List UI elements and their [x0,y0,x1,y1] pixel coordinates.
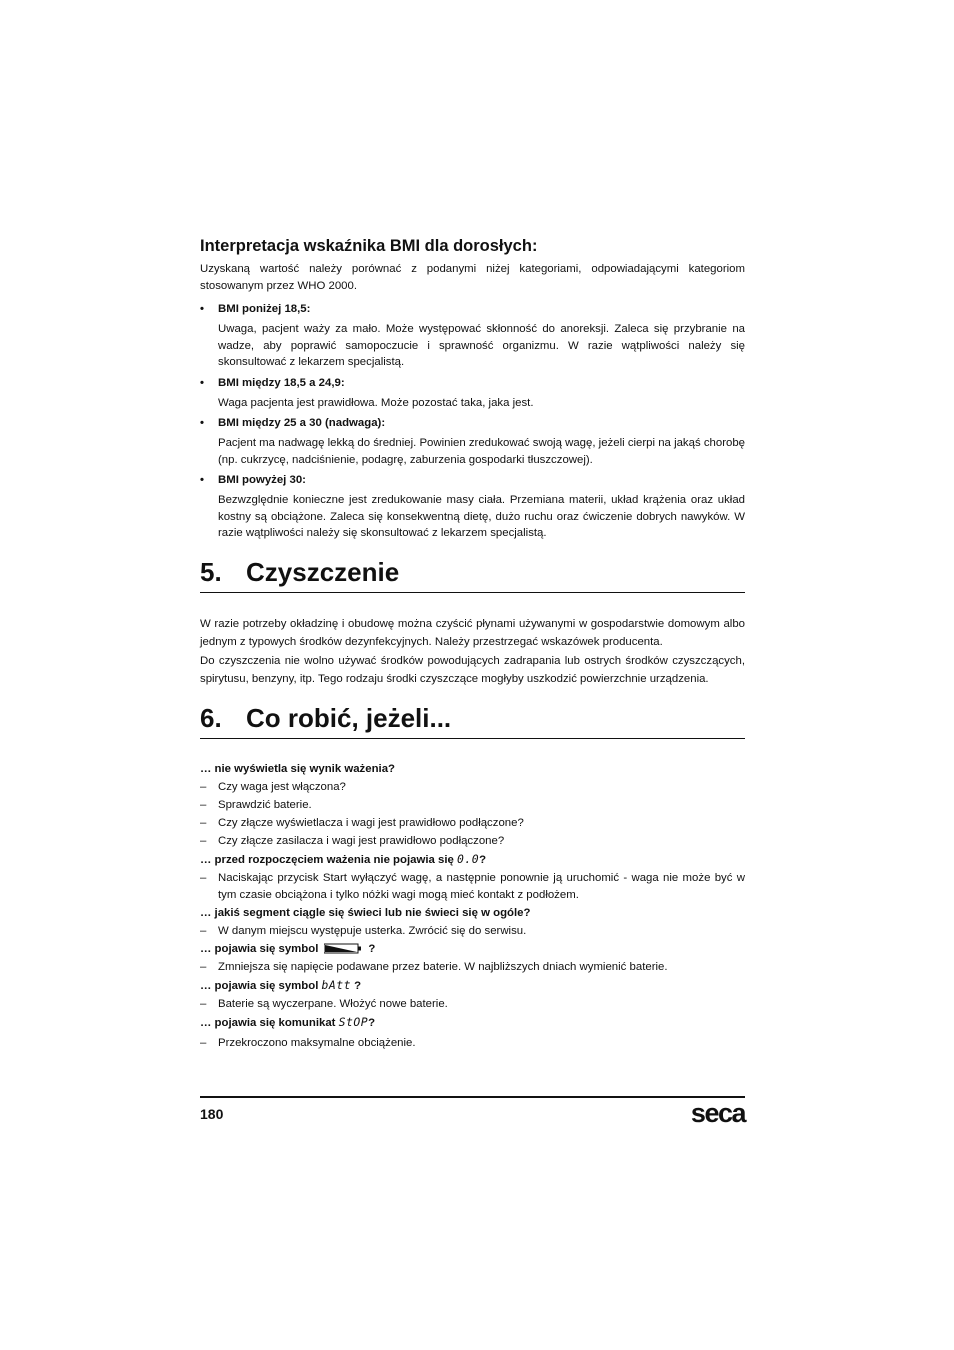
section-5-heading [200,556,745,593]
answer: – Przekroczono maksymalne obciążenie. [200,1035,745,1052]
display-symbol-zero: 0.0 [457,851,480,866]
page-content [200,236,745,1052]
question-text: … przed rozpoczęciem ważenia nie pojawia się [200,853,458,866]
question: … nie wyświetla się wynik ważenia? [200,762,395,775]
cleaning-paragraph-2: Do czyszczenia nie wolno używać środków powodujących zadrapania lub ostrych środków czyszczących, spirytusu, benzyny, itp. Tego rodzaju środki czyszczące mogłyby uszkodzić powierzchnie urządzenia. [200,654,745,685]
bmi-heading: Interpretacja wskaźnika BMI dla dorosłych: [200,237,538,255]
bmi-item-label: • BMI między 18,5 a 24,9: [200,375,745,392]
question-text: … pojawia się symbol [200,942,319,955]
bmi-list [200,301,745,542]
seca-logo: seca [690,1098,745,1128]
display-symbol-stop: StOP [338,1014,369,1029]
answer: – Naciskając przycisk Start wyłączyć wagę, a następnie ponownie ją uruchomić - waga nie może być w tym czasie obciążona i tylko nóżki wagi mogą mieć kontakt z podłożem. [200,870,745,904]
question-mark: ? [354,979,362,992]
answer: – Czy złącze zasilacza i wagi jest prawidłowo podłączone? [200,833,745,850]
question-text: … pojawia się komunikat [200,1016,339,1029]
troubleshooting-list [200,761,745,1052]
question-text: … pojawia się symbol [200,979,322,992]
bmi-intro: Uzyskaną wartość należy porównać z podanymi niżej kategoriami, odpowiadającymi kategoriom stosowanym przez WHO 2000. [200,263,745,292]
answer: – Czy waga jest włączona? [200,779,745,796]
bmi-item-label: • BMI powyżej 30: [200,472,745,489]
answer: – Baterie są wyczerpane. Włożyć nowe baterie. [200,996,745,1013]
question [200,1014,745,1032]
battery-low-icon [324,943,362,954]
question [200,977,745,995]
section-5-number: 5. [200,556,222,587]
bmi-item-text: Waga pacjenta jest prawidłowa. Może pozostać taka, jaka jest. [218,396,534,409]
answer: – Zmniejsza się napięcie podawane przez baterie. W najbliższych dniach wymienić baterie. [200,959,745,976]
bmi-item-text: Bezwzględnie konieczne jest zredukowanie masy ciała. Przemiana materii, układ krążenia oraz układ kostny są obciążone. Zaleca się konsekwentną dietę, dużo ruchu oraz ćwiczenie dobrych nawyków. W razie wątpliwości należy się skonsultować z lekarzem specjalistą. [218,494,745,539]
cleaning-paragraph-1: W razie potrzeby okładzinę i obudowę można czyścić płynami używanymi w gospodarstwie domowym albo jednym z typowych środków dezynfekcyjnych. Należy przestrzegać wskazówek producenta. [200,617,745,648]
bmi-item-label: • BMI poniżej 18,5: [200,301,745,318]
section-6-heading [200,702,745,739]
section-5-title: Czyszczenie [246,556,400,587]
section-6-title: Co robić, jeżeli... [246,702,452,733]
bmi-item-label: • BMI między 25 a 30 (nadwaga): [200,415,745,432]
page-number: 180 [200,1106,224,1122]
question-mark: ? [479,853,487,866]
question [200,941,745,958]
bmi-item-text: Uwaga, pacjent waży za mało. Może występować skłonność do anoreksji. Zaleca się przybranie na wadze, aby poprawić samopoczucie i sprawność organizmu. W razie wątpliwości należy się skonsultować z lekarzem specjalistą. [218,323,745,368]
display-symbol-batt: bAtt [321,977,351,992]
question-mark: ? [368,1016,376,1029]
question [200,851,745,869]
section-6-number: 6. [200,702,222,733]
answer: – W danym miejscu występuje usterka. Zwrócić się do serwisu. [200,923,745,940]
question-mark: ? [368,942,376,955]
answer: – Sprawdzić baterie. [200,797,745,814]
bmi-item-text: Pacjent ma nadwagę lekką do średniej. Powinien zredukować swoją wagę, jeżeli cierpi na jakąś chorobę (np. cukrzycę, nadciśnienie, podagrę, zaburzenia gospodarki tłuszczowej). [218,437,745,466]
page-footer [200,1096,745,1128]
question: … jakiś segment ciągle się świeci lub nie świeci się w ogóle? [200,906,531,919]
answer: – Czy złącze wyświetlacza i wagi jest prawidłowo podłączone? [200,815,745,832]
